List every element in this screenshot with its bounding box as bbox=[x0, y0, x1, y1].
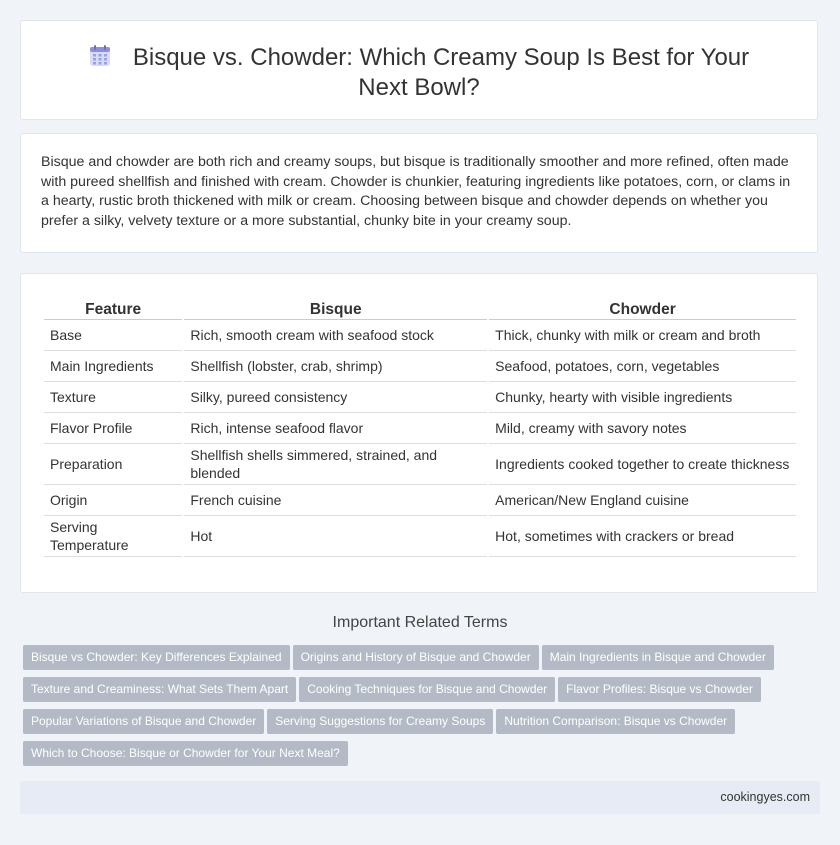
table-row bbox=[44, 444, 796, 485]
table-cell: Flavor Profile bbox=[44, 413, 182, 444]
table-header-row bbox=[44, 295, 796, 320]
table-row bbox=[44, 516, 796, 557]
related-term-link[interactable]: Texture and Creaminess: What Sets Them Apart bbox=[23, 677, 296, 702]
column-header: Chowder bbox=[489, 295, 796, 320]
related-terms-list bbox=[23, 645, 813, 773]
table-cell: Chunky, hearty with visible ingredients bbox=[489, 382, 796, 413]
related-term-link[interactable]: Bisque vs Chowder: Key Differences Explained bbox=[23, 645, 290, 670]
table-row bbox=[44, 413, 796, 444]
table-cell: Rich, intense seafood flavor bbox=[184, 413, 487, 444]
table-cell: Main Ingredients bbox=[44, 351, 182, 382]
table-cell: Mild, creamy with savory notes bbox=[489, 413, 796, 444]
table-row bbox=[44, 485, 796, 516]
table-row bbox=[44, 351, 796, 382]
comparison-card bbox=[20, 273, 818, 593]
footer bbox=[20, 781, 820, 814]
related-terms-heading: Important Related Terms bbox=[332, 614, 508, 631]
table-cell: Ingredients cooked together to create thickness bbox=[489, 444, 796, 485]
table-cell: Thick, chunky with milk or cream and broth bbox=[489, 320, 796, 351]
table-cell: Hot bbox=[184, 516, 487, 557]
table-cell: Base bbox=[44, 320, 182, 351]
comparison-table bbox=[42, 295, 798, 557]
related-term-link[interactable]: Which to Choose: Bisque or Chowder for Your Next Meal? bbox=[23, 741, 348, 766]
related-term-link[interactable]: Main Ingredients in Bisque and Chowder bbox=[542, 645, 774, 670]
table-cell: French cuisine bbox=[184, 485, 487, 516]
table-cell: Shellfish (lobster, crab, shrimp) bbox=[184, 351, 487, 382]
table-cell: Silky, pureed consistency bbox=[184, 382, 487, 413]
intro-paragraph: Bisque and chowder are both rich and creamy soups, but bisque is traditionally smoother and more refined, often made with pureed shellfish and finished with cream. Chowder is chunkier, featuring ingredients like potatoes, corn, or clams in a hearty, rustic broth thickened with milk or cream. Choosing between bisque and chowder depends on whether you prefer a silky, velvety texture or a more substantial, chunky bite in your creamy soup. bbox=[41, 154, 791, 229]
table-cell: Texture bbox=[44, 382, 182, 413]
related-term-link[interactable]: Cooking Techniques for Bisque and Chowder bbox=[299, 677, 555, 702]
column-header: Bisque bbox=[184, 295, 487, 320]
table-cell: Seafood, potatoes, corn, vegetables bbox=[489, 351, 796, 382]
table-row bbox=[44, 382, 796, 413]
related-term-link[interactable]: Origins and History of Bisque and Chowder bbox=[293, 645, 539, 670]
header-card bbox=[20, 20, 818, 120]
footer-site-link[interactable]: cookingyes.com bbox=[720, 790, 810, 804]
table-cell: Origin bbox=[44, 485, 182, 516]
related-term-link[interactable]: Serving Suggestions for Creamy Soups bbox=[267, 709, 493, 734]
column-header: Feature bbox=[44, 295, 182, 320]
related-term-link[interactable]: Nutrition Comparison: Bisque vs Chowder bbox=[496, 709, 735, 734]
related-term-link[interactable]: Popular Variations of Bisque and Chowder bbox=[23, 709, 264, 734]
table-row bbox=[44, 320, 796, 351]
table-cell: American/New England cuisine bbox=[489, 485, 796, 516]
table-cell: Serving Temperature bbox=[44, 516, 182, 557]
related-term-link[interactable]: Flavor Profiles: Bisque vs Chowder bbox=[558, 677, 761, 702]
table-cell: Hot, sometimes with crackers or bread bbox=[489, 516, 796, 557]
intro-card bbox=[20, 133, 818, 253]
table-cell: Rich, smooth cream with seafood stock bbox=[184, 320, 487, 351]
calendar-icon bbox=[89, 45, 111, 67]
page-title bbox=[61, 43, 777, 103]
table-cell: Shellfish shells simmered, strained, and blended bbox=[184, 444, 487, 485]
table-cell: Preparation bbox=[44, 444, 182, 485]
page-title-text: Bisque vs. Chowder: Which Creamy Soup Is Best for Your Next Bowl? bbox=[132, 44, 750, 101]
